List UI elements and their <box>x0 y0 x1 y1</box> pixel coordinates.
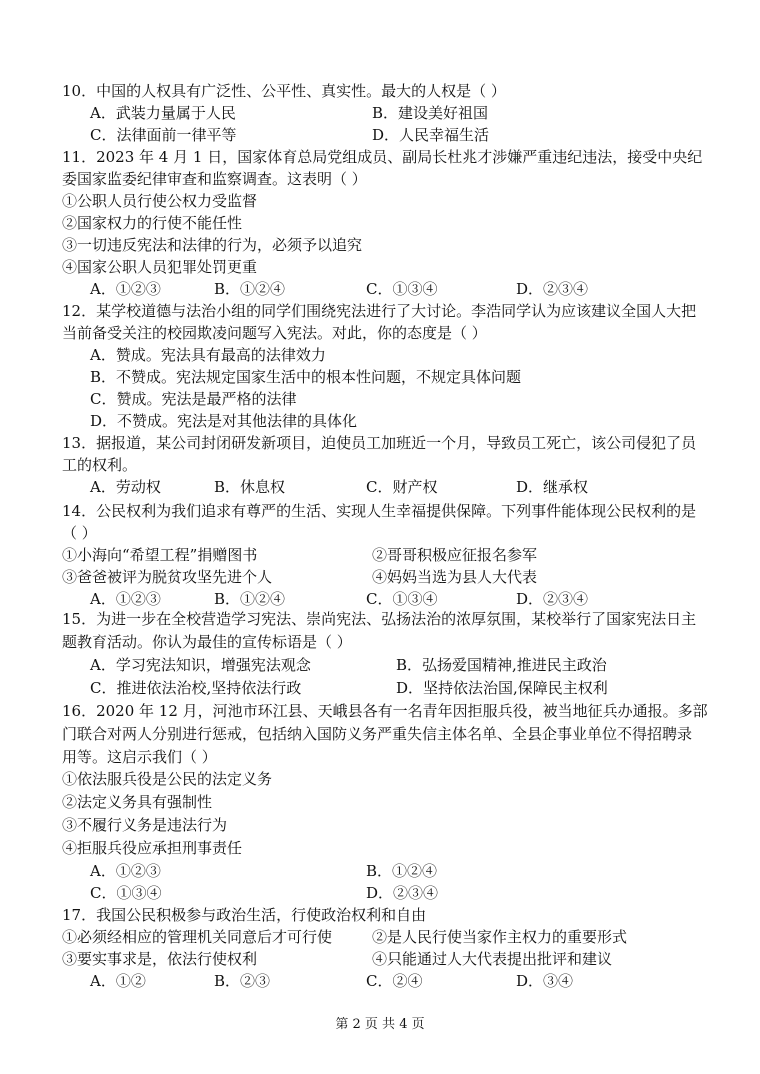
q16-option-a: A．①②③ <box>90 862 161 880</box>
q17-statement-2: ②是人民行使当家作主权力的重要形式 <box>372 928 628 946</box>
q15-option-d: D．坚持依法治国,保障民主权利 <box>396 679 608 697</box>
q17-statement-4: ④只能通过人大代表提出批评和建议 <box>372 950 613 968</box>
q10-option-d: D．人民幸福生活 <box>372 126 490 144</box>
q15-stem-line2: 题教育活动。你认为最佳的宣传标语是（ ） <box>62 633 352 651</box>
q13-stem-line2: 工的权利。 <box>62 456 138 474</box>
q10-stem: 10．中国的人权具有广泛性、公平性、真实性。最大的人权是（ ） <box>62 82 506 100</box>
q11-option-b: B．①②④ <box>214 280 286 298</box>
q16-stem-line1: 16．2020 年 12 月，河池市环江县、天峨县各有一名青年因拒服兵役，被当地征兵办通报。多部 <box>62 702 708 720</box>
q17-stem: 17．我国公民积极参与政治生活，行使政治权利和自由 <box>62 906 427 924</box>
q13-option-b: B．休息权 <box>214 478 286 496</box>
q13-stem-line1: 13．据报道，某公司封闭研发新项目，迫使员工加班近一个月，导致员工死亡，该公司侵犯了员 <box>62 434 697 452</box>
q13-option-a: A．劳动权 <box>90 478 161 496</box>
q17-option-c: C．②④ <box>366 972 423 990</box>
q11-statement-3: ③一切违反宪法和法律的行为，必须予以追究 <box>62 236 363 254</box>
q12-option-c: C．赞成。宪法是最严格的法律 <box>90 390 297 408</box>
q11-option-d: D．②③④ <box>516 280 589 298</box>
q13-option-c: C．财产权 <box>366 478 438 496</box>
q14-option-d: D．②③④ <box>516 590 589 608</box>
q13-option-d: D．继承权 <box>516 478 589 496</box>
q14-statement-3: ③爸爸被评为脱贫攻坚先进个人 <box>62 568 273 586</box>
q15-option-c: C．推进依法治校,坚持依法行政 <box>90 679 302 697</box>
q17-option-a: A．①② <box>90 972 146 990</box>
q16-statement-2: ②法定义务具有强制性 <box>62 793 213 811</box>
q10-option-a: A．武装力量属于人民 <box>90 104 236 122</box>
q14-option-c: C．①③④ <box>366 590 438 608</box>
q11-statement-2: ②国家权力的行使不能任性 <box>62 214 243 232</box>
q17-statement-3: ③要实事求是，依法行使权利 <box>62 950 258 968</box>
q15-stem-line1: 15．为进一步在全校营造学习宪法、崇尚宪法、弘扬法治的浓厚氛围，某校举行了国家宪法日主 <box>62 610 697 628</box>
q14-statement-2: ②哥哥积极应征报名参军 <box>372 546 538 564</box>
q11-option-a: A．①②③ <box>90 280 161 298</box>
q17-option-d: D．③④ <box>516 972 574 990</box>
q14-stem-line2: （ ） <box>62 524 97 542</box>
q16-statement-4: ④拒服兵役应承担刑事责任 <box>62 839 243 857</box>
q11-option-c: C．①③④ <box>366 280 438 298</box>
q11-stem-line1: 11．2023 年 4 月 1 日，国家体育总局党组成员、副局长杜兆才涉嫌严重违纪违法，接受中央纪 <box>62 148 703 166</box>
q15-option-b: B．弘扬爱国精神,推进民主政治 <box>396 656 607 674</box>
q12-stem-line2: 当前备受关注的校园欺凌问题写入宪法。对此，你的态度是（ ） <box>62 324 487 342</box>
q16-stem-line3: 用等。这启示我们（ ） <box>62 748 217 766</box>
q12-option-d: D．不赞成。宪法是对其他法律的具体化 <box>90 412 358 430</box>
q10-option-b: B．建设美好祖国 <box>372 104 489 122</box>
q12-option-a: A．赞成。宪法具有最高的法律效力 <box>90 346 326 364</box>
q16-option-b: B．①②④ <box>366 862 438 880</box>
q12-option-b: B．不赞成。宪法规定国家生活中的根本性问题，不规定具体问题 <box>90 368 522 386</box>
q16-stem-line2: 门联合对两人分别进行惩戒，包括纳入国防义务严重失信主体名单、全县企事业单位不得招聘录 <box>62 725 693 743</box>
q16-option-d: D．②③④ <box>366 884 439 902</box>
q17-statement-1: ①必须经相应的管理机关同意后才可行使 <box>62 928 333 946</box>
q14-statement-4: ④妈妈当选为县人大代表 <box>372 568 538 586</box>
page-footer: 第 2 页 共 4 页 <box>335 1017 425 1032</box>
q14-stem-line1: 14．公民权利为我们追求有尊严的生活、实现人生幸福提供保障。下列事件能体现公民权利的是 <box>62 502 697 520</box>
q14-statement-1: ①小海向“希望工程”捐赠图书 <box>62 546 258 564</box>
q16-statement-1: ①依法服兵役是公民的法定义务 <box>62 770 273 788</box>
q16-option-c: C．①③④ <box>90 884 162 902</box>
q11-statement-4: ④国家公职人员犯罪处罚更重 <box>62 258 258 276</box>
q11-statement-1: ①公职人员行使公权力受监督 <box>62 192 258 210</box>
q16-statement-3: ③不履行义务是违法行为 <box>62 816 228 834</box>
q15-option-a: A．学习宪法知识，增强宪法观念 <box>90 656 311 674</box>
q14-option-a: A．①②③ <box>90 590 161 608</box>
q11-stem-line2: 委国家监委纪律审查和监察调查。这表明（ ） <box>62 170 367 188</box>
q17-option-b: B．②③ <box>214 972 271 990</box>
q14-option-b: B．①②④ <box>214 590 286 608</box>
q10-option-c: C．法律面前一律平等 <box>90 126 237 144</box>
q12-stem-line1: 12．某学校道德与法治小组的同学们围绕宪法进行了大讨论。李浩同学认为应该建议全国人大把 <box>62 302 697 320</box>
